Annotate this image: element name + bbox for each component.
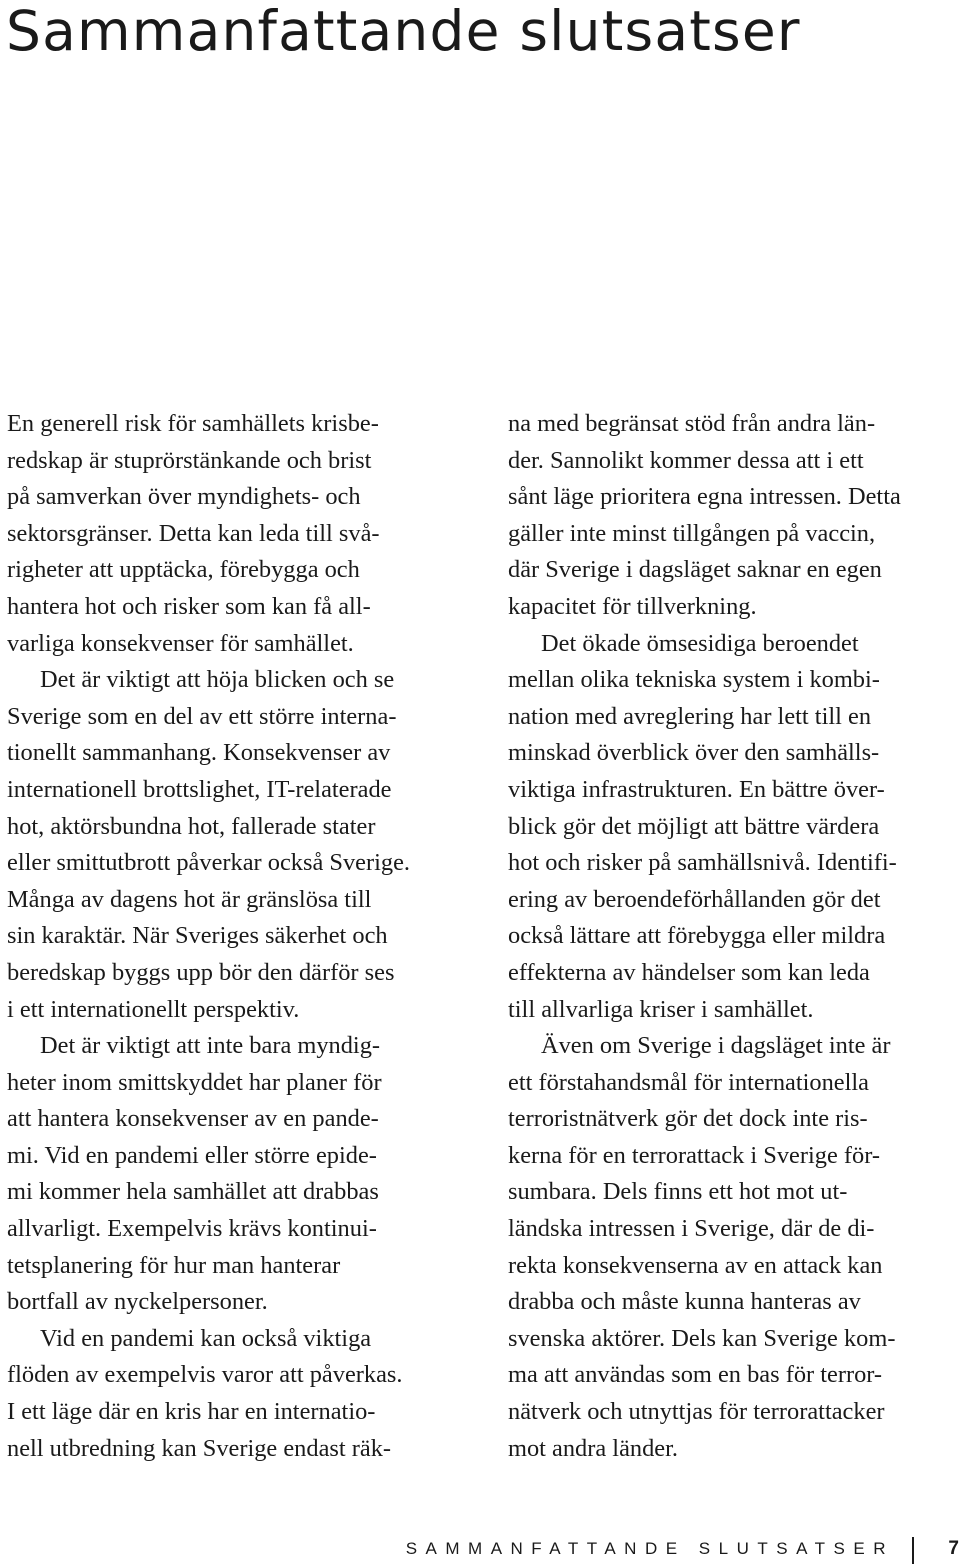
text-line: Även om Sverige i dagsläget inte är [541, 1032, 891, 1060]
text-line: beredskap byggs upp bör den därför ses [7, 958, 395, 986]
text-line: redskap är stuprörstänkande och brist [7, 446, 372, 474]
text-line: En generell risk för samhällets krisbe- [7, 410, 379, 437]
text-line: der. Sannolikt kommer dessa att i ett [508, 446, 864, 474]
running-head: SAMMANFATTANDE SLUTSATSER [405, 1539, 894, 1558]
text-line: rekta konsekvenserna av en attack kan [508, 1251, 883, 1279]
text-line: drabba och måste kunna hanteras av [508, 1288, 861, 1316]
text-line: eller smittutbrott påverkar också Sverige. [7, 849, 410, 877]
text-line: flöden av exempelvis varor att påverkas. [7, 1361, 403, 1389]
text-line: nation med avreglering har lett till en [508, 702, 872, 730]
text-line: Det är viktigt att inte bara myndig- [40, 1032, 381, 1060]
left-text-column [7, 406, 410, 1467]
text-line: mot andra länder. [508, 1434, 678, 1462]
text-line: i ett internationellt perspektiv. [7, 995, 300, 1023]
text-line: sånt läge prioritera egna intressen. Detta [508, 483, 901, 511]
text-line: effekterna av händelser som kan leda [508, 958, 870, 986]
text-line: Vid en pandemi kan också viktiga [40, 1324, 372, 1352]
text-line: också lättare att förebygga eller mildra [508, 922, 886, 950]
text-line: hot, aktörsbundna hot, fallerade stater [7, 812, 376, 840]
text-line: sin karaktär. När Sveriges säkerhet och [7, 922, 388, 950]
footer-divider [912, 1537, 914, 1564]
text-line: Det är viktigt att höja blicken och se [40, 666, 395, 694]
text-line: kapacitet för tillverkning. [508, 592, 757, 620]
text-line: bortfall av nyckelpersoner. [7, 1288, 268, 1316]
text-line: na med begränsat stöd från andra län- [508, 410, 876, 437]
text-line: ett förstahandsmål för internationella [508, 1068, 869, 1096]
text-line: Sverige som en del av ett större interna- [7, 702, 397, 730]
text-line: allvarligt. Exempelvis krävs kontinui- [7, 1215, 377, 1243]
text-line: internationell brottslighet, IT-relaterade [7, 775, 392, 803]
text-line: righeter att upptäcka, förebygga och [7, 556, 360, 584]
text-line: svenska aktörer. Dels kan Sverige kom- [508, 1324, 896, 1352]
text-line: sumbara. Dels finns ett hot mot ut- [508, 1178, 848, 1206]
text-line: där Sverige i dagsläget saknar en egen [508, 556, 882, 584]
text-line: minskad överblick över den samhälls- [508, 739, 880, 767]
text-line: mi kommer hela samhället att drabbas [7, 1178, 379, 1206]
page-footer [0, 1537, 960, 1565]
text-line: tionellt sammanhang. Konsekvenser av [7, 739, 391, 767]
text-line: till allvarliga kriser i samhället. [508, 995, 814, 1023]
text-line: mellan olika tekniska system i kombi- [508, 666, 880, 694]
text-line: ma att användas som en bas för terror- [508, 1361, 883, 1389]
page-number: 7 [948, 1538, 959, 1559]
text-line: gäller inte minst tillgången på vaccin, [508, 519, 876, 547]
text-line: Många av dagens hot är gränslösa till [7, 885, 372, 913]
text-line: tetsplanering för hur man hanterar [7, 1251, 341, 1279]
text-line: hantera hot och risker som kan få all- [7, 592, 371, 620]
text-line: kerna för en terrorattack i Sverige för- [508, 1141, 880, 1169]
text-line: blick gör det möjligt att bättre värdera [508, 812, 880, 840]
text-line: heter inom smittskyddet har planer för [7, 1068, 382, 1096]
text-line: mi. Vid en pandemi eller större epide- [7, 1141, 377, 1169]
text-line: ering av beroendeförhållanden gör det [508, 885, 881, 913]
text-line: att hantera konsekvenser av en pande- [7, 1105, 379, 1133]
right-text-column [508, 406, 901, 1467]
text-line: I ett läge där en kris har en internatio- [7, 1398, 376, 1426]
text-line: varliga konsekvenser för samhället. [7, 629, 354, 657]
text-line: terroristnätverk gör det dock inte ris- [508, 1105, 868, 1133]
text-line: nell utbredning kan Sverige endast räk- [7, 1434, 392, 1462]
text-line: viktiga infrastrukturen. En bättre över- [508, 775, 885, 803]
text-line: sektorsgränser. Detta kan leda till svå- [7, 519, 380, 547]
page-title: Sammanfattande slutsatser [6, 0, 801, 63]
text-line: på samverkan över myndighets- och [7, 483, 361, 511]
text-line: Det ökade ömsesidiga beroendet [541, 629, 859, 657]
text-line: nätverk och utnyttjas för terrorattacker [508, 1398, 885, 1426]
text-line: ländska intressen i Sverige, där de di- [508, 1215, 875, 1243]
text-line: hot och risker på samhällsnivå. Identifi- [508, 849, 897, 877]
